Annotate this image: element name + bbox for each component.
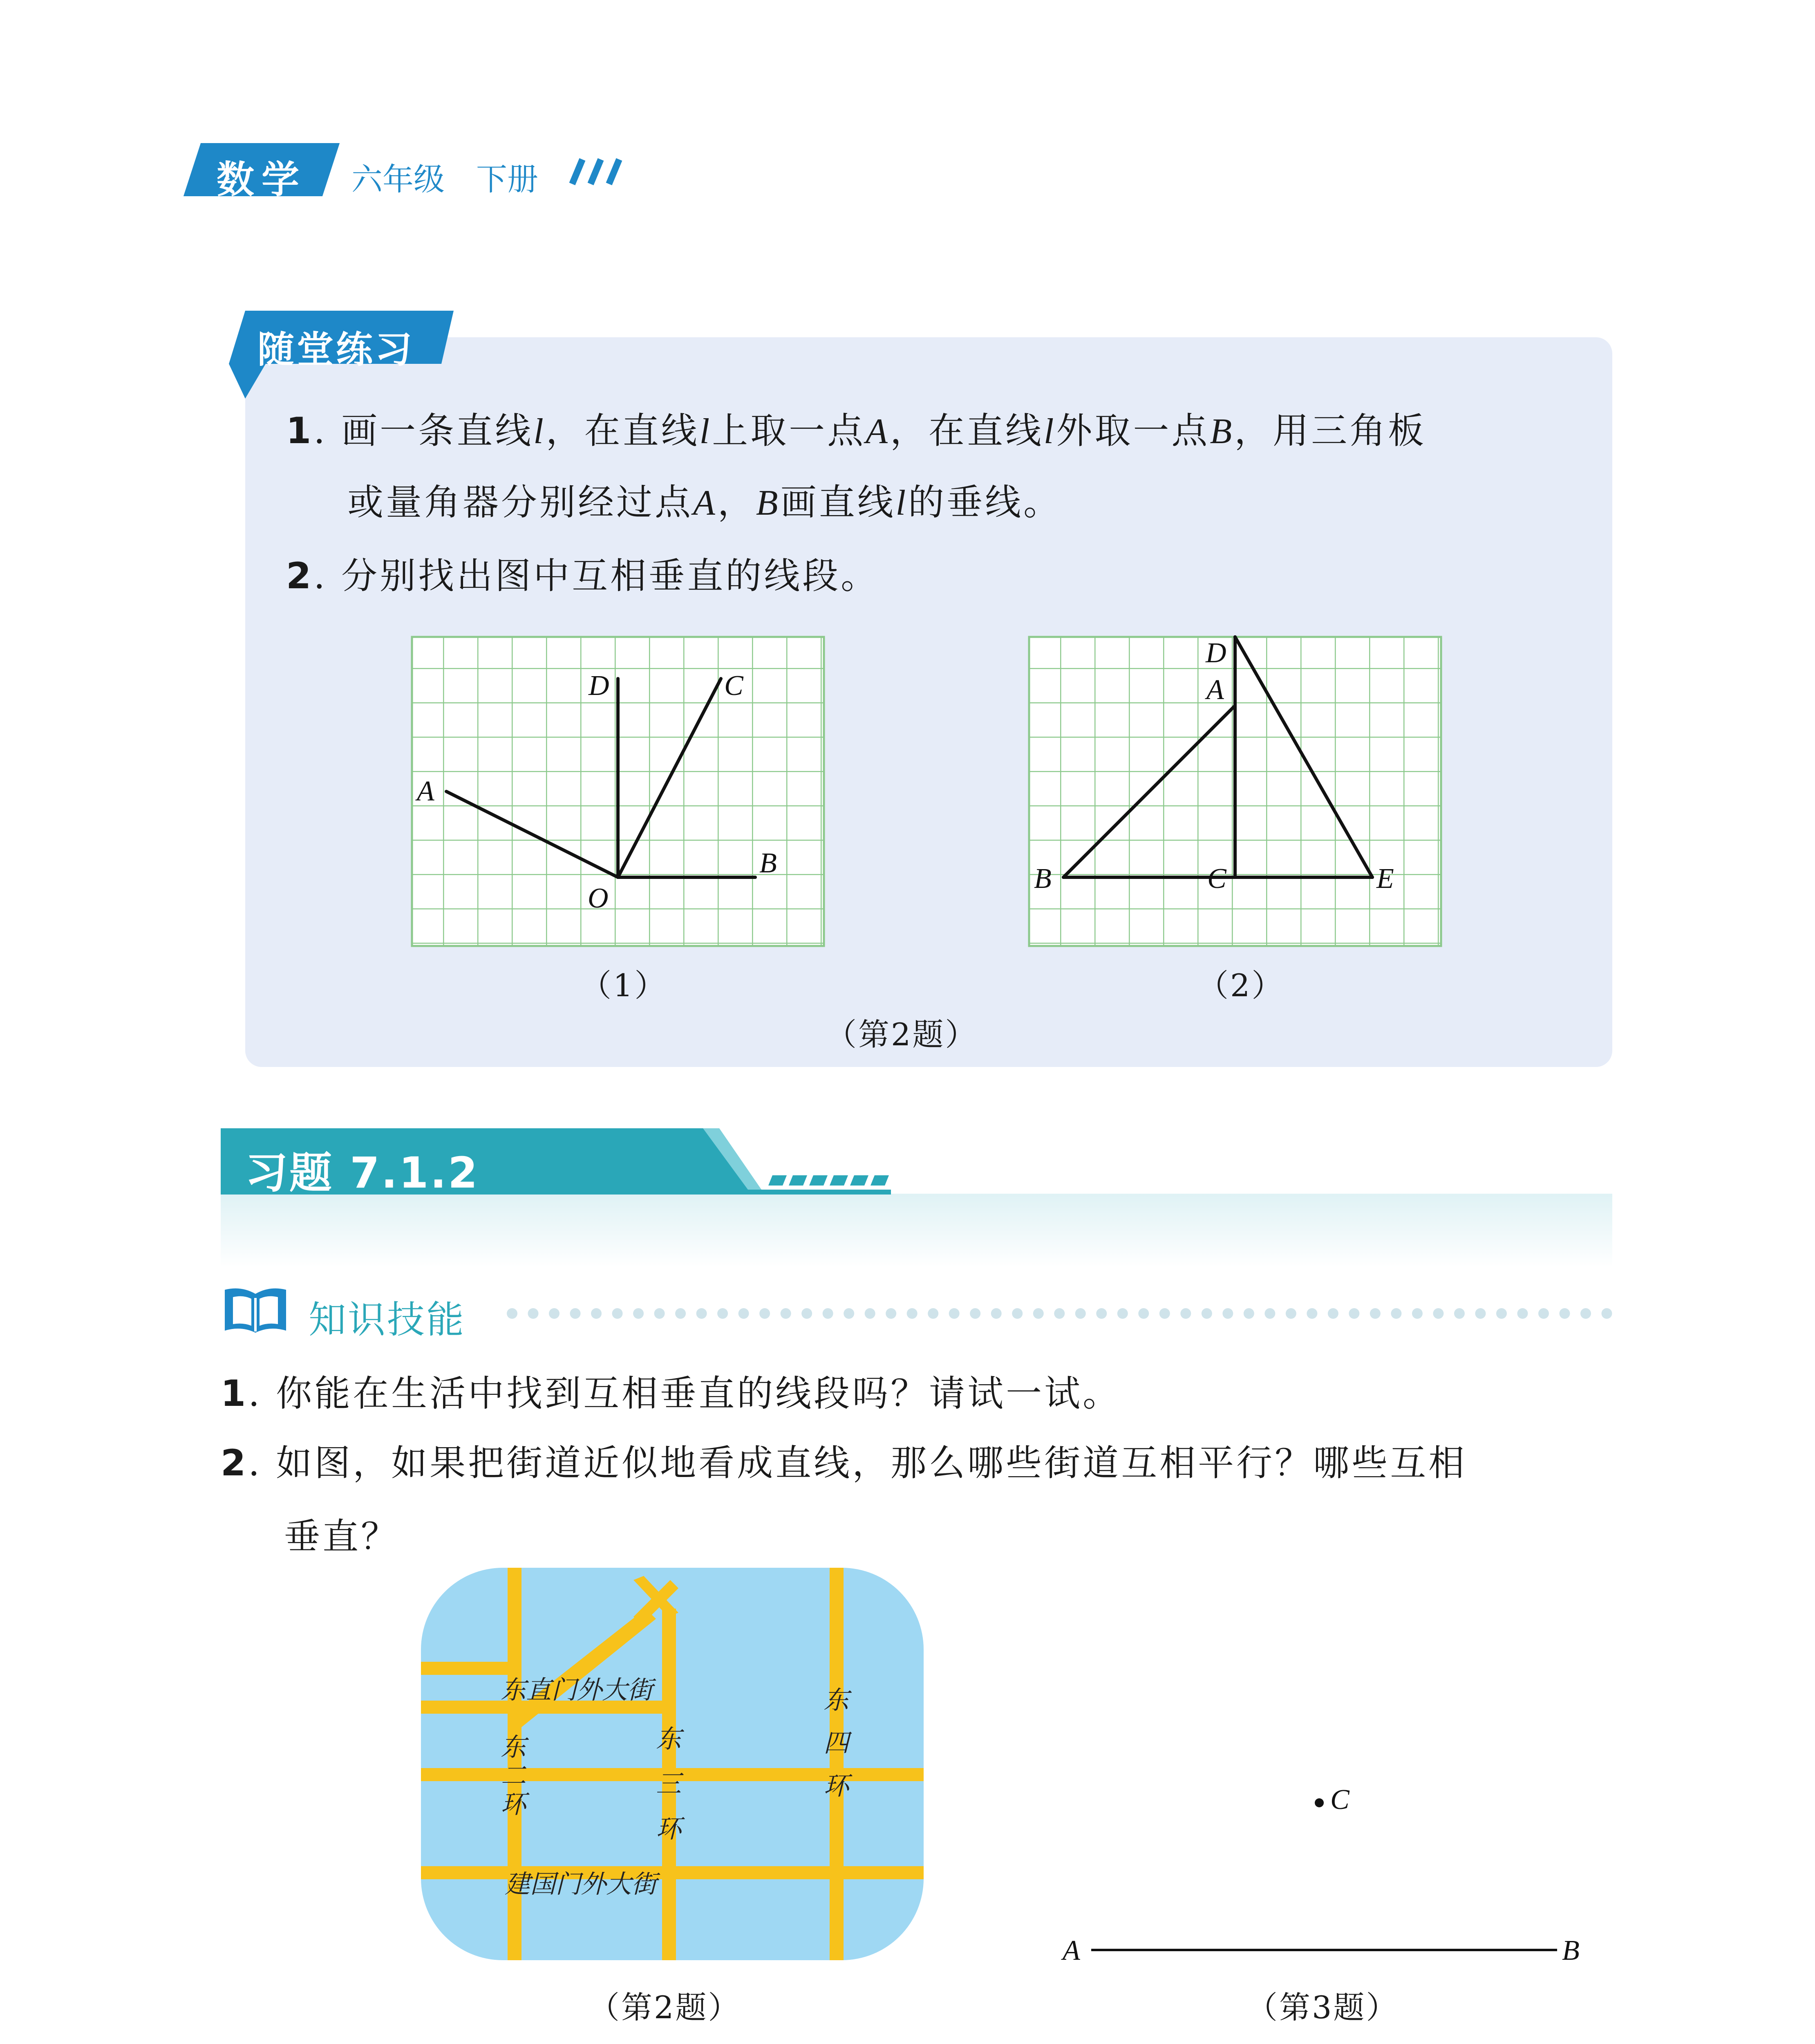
exercise-q2-line2: 垂直？ <box>284 1515 400 1558</box>
ring4-char-3: 环 <box>824 1773 849 1800</box>
road-jianguomen <box>417 1866 924 1879</box>
exercise-band <box>221 1194 1612 1267</box>
ring3-char-1: 东 <box>656 1726 682 1753</box>
figure-1-grid <box>409 634 834 953</box>
skills-divider <box>507 1308 1612 1319</box>
road-dongzhimen-top <box>417 1662 515 1675</box>
label-E2: E <box>1376 863 1394 894</box>
ring3-char-2: 三 <box>656 1771 682 1798</box>
figure-2-grid <box>1026 634 1451 953</box>
label-C3: C <box>1330 1784 1350 1815</box>
street-label-dongzhimen: 东直门外大街 <box>501 1676 653 1704</box>
label-C2: C <box>1207 863 1226 894</box>
exercise-title: 习题 7.1.2 <box>245 1148 479 1198</box>
label-O: O <box>588 883 609 914</box>
ring4-char-2: 四 <box>824 1730 849 1757</box>
ring4-char-1: 东 <box>824 1687 849 1715</box>
point-C <box>1315 1798 1324 1807</box>
practice-figure-caption: （第2题） <box>826 1016 978 1053</box>
practice-q1-line2: 或量角器分别经过点A，B画直线l的垂线。 <box>347 481 1062 523</box>
ring3-char-3: 环 <box>656 1815 682 1843</box>
map-caption: （第2题） <box>589 1989 741 2026</box>
header-slashes-icon <box>564 157 629 186</box>
practice-q1-line1: 1. 画一条直线l，在直线l上取一点A，在直线l外取一点B，用三角板 <box>286 410 1427 452</box>
label-C: C <box>724 670 743 702</box>
book-icon <box>221 1286 290 1335</box>
street-map <box>417 1564 928 1964</box>
figure-3-caption: （第3题） <box>1247 1989 1399 2026</box>
label-B3: B <box>1562 1935 1580 1966</box>
label-B2: B <box>1034 863 1052 894</box>
practice-q2: 2. 分别找出图中互相垂直的线段。 <box>286 555 880 597</box>
figure-3 <box>1046 1758 1602 1970</box>
practice-title: 随堂练习 <box>257 328 414 371</box>
street-label-jianguomen: 建国门外大街 <box>505 1871 657 1898</box>
label-A: A <box>417 775 434 807</box>
header-subject: 数学 <box>217 158 307 202</box>
ring2-char-2: 二 <box>501 1762 526 1790</box>
exercise-q2-line1: 2. 如图，如果把街道近似地看成直线，那么哪些街道互相平行？哪些互相 <box>221 1442 1467 1484</box>
skills-title: 知识技能 <box>309 1298 466 1342</box>
header <box>180 139 670 200</box>
label-D: D <box>589 670 609 702</box>
header-grade: 六年级 <box>351 161 445 197</box>
ring2-char-1: 东 <box>501 1734 526 1762</box>
header-volume: 下册 <box>476 161 538 197</box>
label-D2: D <box>1206 637 1226 669</box>
label-B: B <box>759 847 777 879</box>
figure-2-caption: （2） <box>1197 967 1285 1004</box>
label-A3: A <box>1063 1935 1080 1966</box>
road-ring4 <box>830 1564 844 1964</box>
label-A2: A <box>1206 674 1224 706</box>
figure-1-caption: （1） <box>580 967 667 1004</box>
ring2-char-3: 环 <box>501 1791 526 1819</box>
exercise-q1: 1. 你能在生活中找到互相垂直的线段吗？请试一试。 <box>221 1372 1121 1414</box>
